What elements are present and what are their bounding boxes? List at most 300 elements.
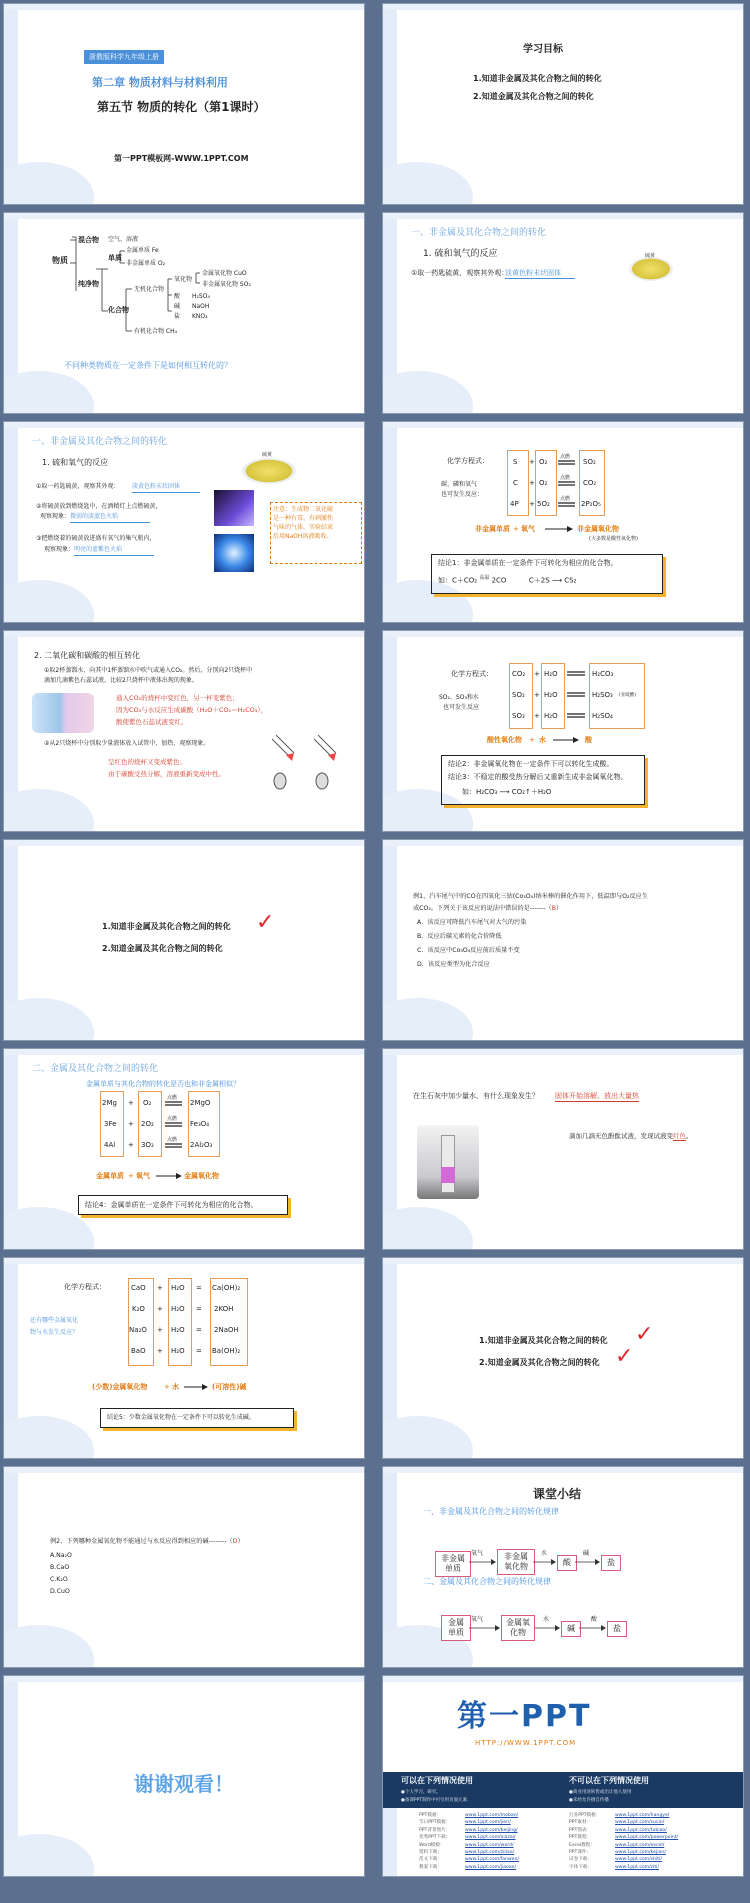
conclusion-4-box: [78, 1195, 288, 1215]
drop-answer: 红色: [673, 1132, 686, 1140]
link-label: 优秀PPT下载：: [419, 1835, 451, 1841]
links-left-list: [419, 1812, 559, 1871]
slide-10-example-1[interactable]: [382, 839, 744, 1041]
links-right: [569, 1812, 729, 1871]
flow-2: 水: [172, 1383, 179, 1391]
link-url[interactable]: www.1ppt.com/sucai/: [615, 1820, 665, 1826]
question: [50, 1537, 244, 1547]
flow-3-note: (大多数是酸性氧化物): [589, 536, 638, 542]
note-line-4: 后用NaOH溶液吸收。: [273, 533, 333, 540]
mixture-examples: 空气、溶液: [108, 236, 139, 243]
slide-18-credits[interactable]: [382, 1675, 744, 1877]
plus: +: [128, 1120, 134, 1128]
also-line-2: 也可发生反应: [443, 704, 480, 711]
edge-base: 碱: [583, 1550, 590, 1557]
option-b: B.CaO: [50, 1564, 70, 1571]
link-url[interactable]: www.1ppt.com/xiazai/: [465, 1835, 516, 1841]
water: H₂O: [171, 1347, 185, 1355]
step-1: ①取2杯蒸馏水，向其中1杯蒸馏水中吹气或通入CO₂。然后，分别向2只烧杯中: [44, 667, 253, 674]
link-row: [419, 1819, 559, 1826]
condition: 点燃: [560, 475, 571, 481]
link-url[interactable]: www.1ppt.com/jieri/: [465, 1820, 511, 1826]
link-url[interactable]: www.1ppt.com/jiaoan/: [465, 1864, 517, 1870]
plus: +: [157, 1305, 163, 1313]
oxygen: 3O₂: [141, 1141, 154, 1149]
flow-plus: +: [128, 1172, 134, 1180]
cannot-2: ●未经允许擅自传播: [569, 1798, 609, 1803]
link-url[interactable]: www.1ppt.com/ziti/: [615, 1864, 659, 1870]
link-label: 资料下载：: [419, 1850, 442, 1856]
link-row: [419, 1856, 559, 1863]
conclusion-2: 结论2：非金属氧化物在一定条件下可以转化生成酸。: [448, 760, 614, 768]
decor-blob: [382, 162, 473, 205]
conclusion-3-ex: [448, 786, 638, 798]
sub-heading: 1. 硫和氧气的反应: [42, 458, 109, 467]
equals: =: [196, 1347, 202, 1355]
result-3: 酸使紫色石蕊试液变红。: [116, 718, 188, 726]
product: 2P₂O₅: [581, 500, 601, 508]
node-oxide: 氧化物: [174, 276, 193, 283]
decor-blob: [3, 1625, 94, 1668]
result-2: 因为CO₂与水反应生成碳酸（H₂O＋CO₂＝H₂CO₃），: [116, 706, 268, 714]
node-matter: 物质: [52, 256, 68, 265]
flow-plus: +: [513, 525, 519, 533]
reactant: 2Mg: [102, 1099, 117, 1107]
can-title: 可以在下列情况使用: [401, 1776, 473, 1785]
can-2: ●备课PPT制作中可引用页面元素: [401, 1798, 468, 1803]
reactant: SO₃: [512, 712, 525, 720]
node-salt: 盐: [601, 1555, 621, 1571]
flow-3: 金属氧化物: [184, 1172, 219, 1180]
link-url[interactable]: www.1ppt.com/beijing/: [465, 1827, 518, 1833]
goal-2: 2.知道金属及其化合物之间的转化: [479, 1358, 600, 1367]
link-row: [569, 1812, 729, 1819]
logo-text: 第一PPT: [457, 1699, 592, 1734]
equation-label: 化学方程式：: [64, 1283, 106, 1291]
also-line-1: 碳、磷和氧气: [441, 481, 478, 488]
ex-d: CS₂: [564, 576, 577, 585]
node-nonmetal-simple: 非金属单质: [435, 1551, 471, 1577]
answer: D: [232, 1538, 238, 1545]
slide-1-title[interactable]: [3, 3, 365, 205]
summary-title: 课堂小结: [533, 1487, 582, 1501]
question: 金属单质与其化合物的转化是否也和非金属相似？: [86, 1080, 240, 1088]
summary-section-1: 一、非金属及其化合物之间的转化规律: [423, 1507, 559, 1516]
question-line-2: [413, 904, 562, 914]
note-box: [270, 502, 362, 564]
plus: +: [529, 500, 535, 508]
reactant: 4Al: [104, 1141, 116, 1149]
option-c: C.K₂O: [50, 1576, 68, 1583]
link-row: [569, 1864, 729, 1871]
decor-blob: [382, 1207, 473, 1250]
link-label: 行业PPT模板：: [569, 1813, 601, 1818]
question-line-1: 例1、汽车尾气中的CO在四氧化三钴(Co₃O₄)纳米棒的催化作用下，低温即与O₂反应生: [413, 893, 649, 900]
goal-1: 1.知道非金属及其化合物之间的转化: [102, 922, 231, 931]
drop-desc: 滴加几滴无色酚酞试液，发现试液变: [569, 1132, 673, 1140]
plus: +: [128, 1099, 134, 1107]
oxygen: O₂: [539, 479, 548, 487]
water: H₂O: [171, 1326, 185, 1334]
sub-heading: 1. 硫和氧气的反应: [423, 249, 498, 259]
node-salt: 盐: [174, 313, 181, 320]
link-row: [419, 1842, 559, 1849]
node-base: 碱: [561, 1621, 581, 1637]
link-url[interactable]: www.1ppt.com/moban/: [465, 1813, 519, 1818]
can-1: ●个人学习、研究。: [401, 1790, 441, 1795]
also-line-1: 还有哪些金属氧化: [30, 1317, 79, 1324]
step-2: ②将硫黄放到燃烧匙中，在酒精灯上点燃硫黄，: [36, 503, 162, 510]
question-end: ）: [237, 1538, 244, 1545]
section-heading: 二、金属及其化合物之间的转化: [32, 1064, 159, 1074]
question-end: ）: [555, 905, 563, 912]
edge-water: 水: [543, 1616, 550, 1623]
section-heading: 一、非金属及其化合物之间的转化: [32, 437, 168, 447]
condition: 点燃: [167, 1116, 178, 1122]
section-title: 第五节 物质的转化（第1课时）: [97, 100, 266, 114]
goal-2: 2.知道金属及其化合物之间的转化: [102, 944, 223, 953]
check-icon: ✓: [635, 1322, 654, 1347]
link-row: [569, 1834, 729, 1841]
flow-plus: +: [164, 1383, 170, 1391]
node-nonmetal: 非金属单质 O₂: [126, 260, 166, 267]
link-row: [569, 1856, 729, 1863]
link-row: [419, 1827, 559, 1834]
sulfur-label: 硫黄: [645, 253, 656, 259]
grade-badge: 浙教版科学九年级上册: [84, 50, 164, 64]
decor-blob: [382, 371, 473, 414]
slide-4-sulfur[interactable]: [382, 212, 744, 414]
option-c: C．该反应中Co₃O₄反应前后质量不变: [417, 947, 520, 954]
flow-1: (少数)金属氧化物: [92, 1383, 148, 1391]
plus: +: [534, 712, 540, 720]
condition: 点燃: [167, 1137, 178, 1143]
ex-c: C＋2S: [528, 576, 550, 585]
product: Ba(OH)₂: [212, 1347, 241, 1355]
result-4: 呈红色的烧杯又变成紫色；: [108, 758, 186, 766]
decor-blob: [382, 998, 473, 1041]
question-text: 成CO₂。下列关于该反应的说法中错误的是-------（: [413, 905, 552, 912]
link-label: 字体下载：: [569, 1864, 592, 1870]
flow-3: 酸: [585, 736, 592, 744]
link-row: [569, 1842, 729, 1849]
flow-plus: +: [529, 736, 535, 744]
sulfur-label: 硫黄: [262, 452, 273, 458]
reactant: SO₂: [512, 691, 525, 699]
conclusion-3: 结论3：不稳定的酸受热分解后又重新生成非金属氧化物。: [448, 773, 628, 781]
link-row: [419, 1812, 559, 1819]
link-url[interactable]: www.1ppt.com/excel/: [615, 1842, 665, 1848]
site-url: HTTP://WWW.1PPT.COM: [475, 1739, 577, 1747]
also-line-2: 也可发生反应：: [441, 491, 484, 498]
product: Fe₃O₄: [190, 1120, 210, 1128]
slide-7-co2-carbonic[interactable]: [3, 630, 365, 832]
conclusion-1: 结论1：非金属单质在一定条件下可转化为相应的化合物。: [438, 559, 618, 567]
link-row: [569, 1819, 729, 1826]
flow-3: 非金属氧化物: [577, 525, 619, 533]
flow-1: 酸性氧化物: [487, 736, 522, 744]
node-metal: 金属单质 Fe: [126, 247, 159, 254]
link-row: [419, 1834, 559, 1841]
reactant: BaO: [131, 1347, 146, 1355]
section-heading: 一、非金属及其化合物之间的转化: [411, 228, 547, 238]
equation-label: 化学方程式：: [447, 457, 489, 465]
link-label: PPT模板：: [419, 1813, 442, 1818]
plus: +: [128, 1141, 134, 1149]
node-salt: 盐: [607, 1621, 627, 1637]
reactant: C: [513, 479, 518, 487]
water: H₂O: [171, 1284, 185, 1292]
tree-lines: [4, 213, 365, 414]
reactant: CaO: [131, 1284, 146, 1292]
product-note: (亚硫酸): [619, 693, 637, 698]
flow-1: 非金属单质: [475, 525, 510, 533]
plus: +: [157, 1347, 163, 1355]
reactant: 4P: [510, 500, 519, 508]
flow-2: 氧气: [521, 525, 535, 533]
goal-1: 1.知道非金属及其化合物之间的转化: [473, 74, 602, 83]
link-label: Excel教程：: [569, 1842, 595, 1848]
decor-blob: [382, 1416, 473, 1459]
step-3: ③把燃烧着的硫黄放进盛有氧气的集气瓶内，: [36, 535, 156, 542]
reactant: S: [513, 458, 518, 466]
result-5: 由于碳酸受热分解，溶液重新变成中性。: [108, 770, 225, 778]
slide-6-nonmetal-oxides[interactable]: [382, 421, 744, 623]
slide-17-thanks[interactable]: [3, 1675, 365, 1877]
sub-heading: 2. 二氧化碳和碳酸的相互转化: [34, 651, 141, 660]
ex-a: 如：C＋CO₂: [438, 576, 478, 585]
tube-photo: [417, 1125, 479, 1199]
node-metal-simple: 金属单质: [441, 1615, 471, 1641]
product: Ca(OH)₂: [212, 1284, 241, 1292]
answer-3: 明亮的蓝紫色火焰: [74, 545, 154, 556]
condition: 点燃: [167, 1095, 178, 1101]
slide-11-metals[interactable]: [3, 1048, 365, 1250]
chapter-title: 第二章 物质材料与材料利用: [92, 76, 228, 89]
cannot-1: ●商业用途转售或出让他人使用: [569, 1790, 632, 1795]
slide-9-goals-check[interactable]: [3, 839, 365, 1041]
also-line-2: 物与水发生反应？: [30, 1329, 79, 1336]
salt-example: KNO₃: [192, 313, 208, 320]
conclusion-5: 结论5：少数金属氧化物在一定条件下可以转化生成碱。: [107, 1414, 255, 1421]
test-tube-drawing: [4, 631, 365, 832]
node-nonmetal-oxide: 非金属氧化物 SO₂: [202, 281, 251, 288]
water: H₂O: [544, 691, 558, 699]
step-2b: 观察现象：: [40, 513, 71, 520]
option-b: B．反应后碳元素的化合价降低: [417, 933, 502, 940]
summary-section-2: 二、金属及其化合物之间的转化规律: [423, 1577, 551, 1586]
oxygen: 2O₂: [141, 1120, 154, 1128]
reactant: Na₂O: [129, 1326, 147, 1334]
cannot-title: 不可以在下列情况使用: [569, 1776, 649, 1785]
decor-blob: [3, 1834, 94, 1877]
links-left: [419, 1812, 559, 1871]
node-organic: 有机化合物 CH₄: [134, 328, 178, 335]
reactant: 3Fe: [104, 1120, 117, 1128]
node-compound: 化合物: [108, 306, 129, 314]
link-row: [419, 1864, 559, 1871]
answer-2: 微弱的淡蓝色火焰: [70, 512, 150, 523]
link-label: PPT图表：: [569, 1827, 592, 1833]
decor-blob: [3, 998, 94, 1041]
option-d: D.CuO: [50, 1588, 70, 1595]
plus: +: [534, 670, 540, 678]
slide-14-goals-check[interactable]: [382, 1257, 744, 1459]
water: H₂O: [171, 1305, 185, 1313]
slide-5-sulfur-burning[interactable]: [3, 421, 365, 623]
ex-a: 如：H₂CO₃: [462, 788, 498, 796]
slide-8-acids[interactable]: [382, 630, 744, 832]
flow-arrow: [4, 1258, 365, 1459]
node-pure: 纯净物: [78, 280, 99, 288]
link-url[interactable]: www.1ppt.com/hangye/: [615, 1813, 670, 1818]
decor-blob: [3, 580, 94, 623]
slide-15-example-2[interactable]: [3, 1466, 365, 1668]
also-line-1: SO₂、SO₃和水: [439, 694, 479, 701]
water: H₂O: [544, 712, 558, 720]
edge-water: 水: [541, 1550, 548, 1557]
option-a: A．该反应可降低汽车尾气对大气的污染: [417, 919, 527, 926]
conclusion-1-ex: [438, 571, 656, 587]
reactant: K₂O: [132, 1305, 145, 1313]
product: 2MgO: [190, 1099, 211, 1107]
ex-b: CO₂↑＋H₂O: [511, 788, 552, 796]
plus: +: [157, 1284, 163, 1292]
condition: 点燃: [560, 496, 571, 502]
result-1: 通入CO₂的烧杯中变红色，另一杯变紫色；: [116, 694, 239, 702]
check-icon: ✓: [615, 1344, 634, 1369]
link-url[interactable]: www.1ppt.com/tubiao/: [615, 1827, 667, 1833]
link-label: PPT课件：: [569, 1850, 592, 1856]
node-mixture: 混合物: [78, 236, 99, 244]
plus: +: [157, 1326, 163, 1334]
option-d: D．该反应类型为化合反应: [417, 961, 490, 968]
summary-arrows: [383, 1467, 744, 1668]
product: 2NaOH: [214, 1326, 239, 1334]
condition: 点燃: [560, 454, 571, 460]
equals: =: [196, 1326, 202, 1334]
equals: =: [196, 1284, 202, 1292]
step-1: ①取一药匙硫黄，观察其外观：: [36, 483, 120, 490]
node-acid: 酸: [174, 293, 181, 300]
option-a: A.Na₂O: [50, 1552, 72, 1559]
acid-example: H₂SO₄: [192, 293, 210, 300]
sulfur-image: [242, 458, 296, 484]
note-line-1: 注意：生成物二氧化硫: [273, 506, 334, 513]
link-url[interactable]: www.1ppt.com/shiti/: [615, 1857, 662, 1863]
check-icon: ✓: [256, 910, 275, 935]
link-label: PPT素材：: [569, 1820, 592, 1826]
flame-photo-2: [214, 534, 254, 572]
slide-2-goals[interactable]: [382, 3, 744, 205]
link-label: 范文下载：: [419, 1857, 442, 1863]
goals-title: 学习目标: [523, 44, 563, 55]
conclusion-1-box: [431, 554, 663, 594]
base-example: NaOH: [192, 303, 210, 310]
product: H₂SO₄: [592, 712, 613, 720]
slide-3-classification[interactable]: [3, 212, 365, 414]
plus: +: [529, 479, 535, 487]
link-label: 节日PPT模板：: [419, 1820, 451, 1826]
node-inorganic: 无机化合物: [134, 286, 165, 293]
edge-acid: 酸: [591, 1616, 598, 1623]
link-label: PPT背景图片：: [419, 1827, 451, 1833]
step-2: ②从2只烧杯中分别取少量液体放入试管中，加热，观察现象。: [44, 740, 210, 747]
link-label: 教案下载：: [419, 1864, 442, 1870]
link-label: PPT教程：: [569, 1835, 592, 1841]
slide-16-summary[interactable]: [382, 1466, 744, 1668]
ex-cond: 高温: [479, 575, 490, 581]
node-metal-oxide: 金属氧化物 CuO: [202, 270, 247, 277]
slide-13-bases[interactable]: [3, 1257, 365, 1459]
plus: +: [529, 458, 535, 466]
flow-1: 金属单质: [96, 1172, 124, 1180]
site-name: 第一PPT模板网-WWW.1PPT.COM: [114, 154, 249, 163]
product: CO₂: [583, 479, 597, 487]
node-base: 碱: [174, 303, 181, 310]
link-url[interactable]: www.1ppt.com/word/: [465, 1842, 514, 1848]
flow-2: 氧气: [136, 1172, 150, 1180]
links-right-list: [569, 1812, 729, 1871]
equation-label: 化学方程式：: [451, 670, 493, 678]
reactant: CO₂: [512, 670, 526, 678]
edge-oxygen: 氧气: [471, 1616, 484, 1623]
conclusion-5-box: [100, 1408, 294, 1428]
flow-arrow: [4, 1049, 365, 1250]
flow-2: 水: [539, 736, 546, 744]
product: 2KOH: [214, 1305, 234, 1313]
question-text: 例2、下列哪种金属氧化物不能通过与水反应得到相应的碱--------（: [50, 1538, 233, 1545]
flow-3: (可溶性)碱: [212, 1383, 247, 1391]
node-nonmetal-oxide: 非金属氧化物: [497, 1549, 535, 1575]
step-3b: 观察现象：: [44, 546, 75, 553]
goal-1: 1.知道非金属及其化合物之间的转化: [479, 1336, 608, 1345]
edge-oxygen: 氧气: [471, 1550, 484, 1557]
link-url[interactable]: www.1ppt.com/kejian/: [615, 1850, 666, 1856]
conclusion-4: 结论4：金属单质在一定条件下可转化为相应的化合物。: [85, 1201, 258, 1209]
product: 2Al₂O₃: [190, 1141, 213, 1149]
note-line-3: 气味的气体，实验结束: [273, 524, 334, 531]
link-label: Word模板：: [419, 1842, 445, 1848]
note-line-2: 是一种有毒、有刺激性: [273, 515, 334, 522]
ex-arrow: ⟶: [499, 788, 512, 796]
slide-12-quicklime[interactable]: [382, 1048, 744, 1250]
oxygen: O₂: [539, 458, 548, 466]
node-simple: 单质: [108, 254, 122, 262]
oxygen: O₂: [143, 1099, 152, 1107]
conclusion-2-box: [441, 755, 645, 805]
answer-1: 淡黄色粉末状固体: [132, 482, 200, 493]
step-1b: 滴加几滴紫色石蕊试液，比较2只烧杯中液体出现的现象。: [44, 677, 198, 684]
flame-photo-1: [214, 490, 254, 526]
question: 不同种类物质在一定条件下是如何相互转化的？: [64, 361, 232, 370]
link-url[interactable]: www.1ppt.com/powerpoint/: [615, 1835, 679, 1841]
thanks-text: 谢谢观看！: [134, 1772, 234, 1796]
decor-blob: [3, 162, 94, 205]
node-metal-oxide: 金属氧化物: [501, 1615, 535, 1641]
question: 在生石灰中加少量水，有什么现象发生？: [413, 1092, 539, 1100]
step-1: ①取一药匙硫黄，观察其外观：: [411, 269, 509, 277]
ex-b: 2CO: [491, 576, 507, 585]
drop-text: 滴加几滴无色酚酞试液，发现试液变红色。: [569, 1132, 693, 1140]
answer-1: 淡黄色粉末状固体: [505, 268, 575, 279]
goal-2: 2.知道金属及其化合物之间的转化: [473, 92, 594, 101]
link-url[interactable]: www.1ppt.com/fanwen/: [465, 1857, 520, 1863]
product: H₂CO₃: [592, 670, 614, 678]
oxygen: 5O₂: [537, 500, 550, 508]
answer: B: [551, 905, 556, 912]
link-url[interactable]: www.1ppt.com/ziliao/: [465, 1850, 515, 1856]
